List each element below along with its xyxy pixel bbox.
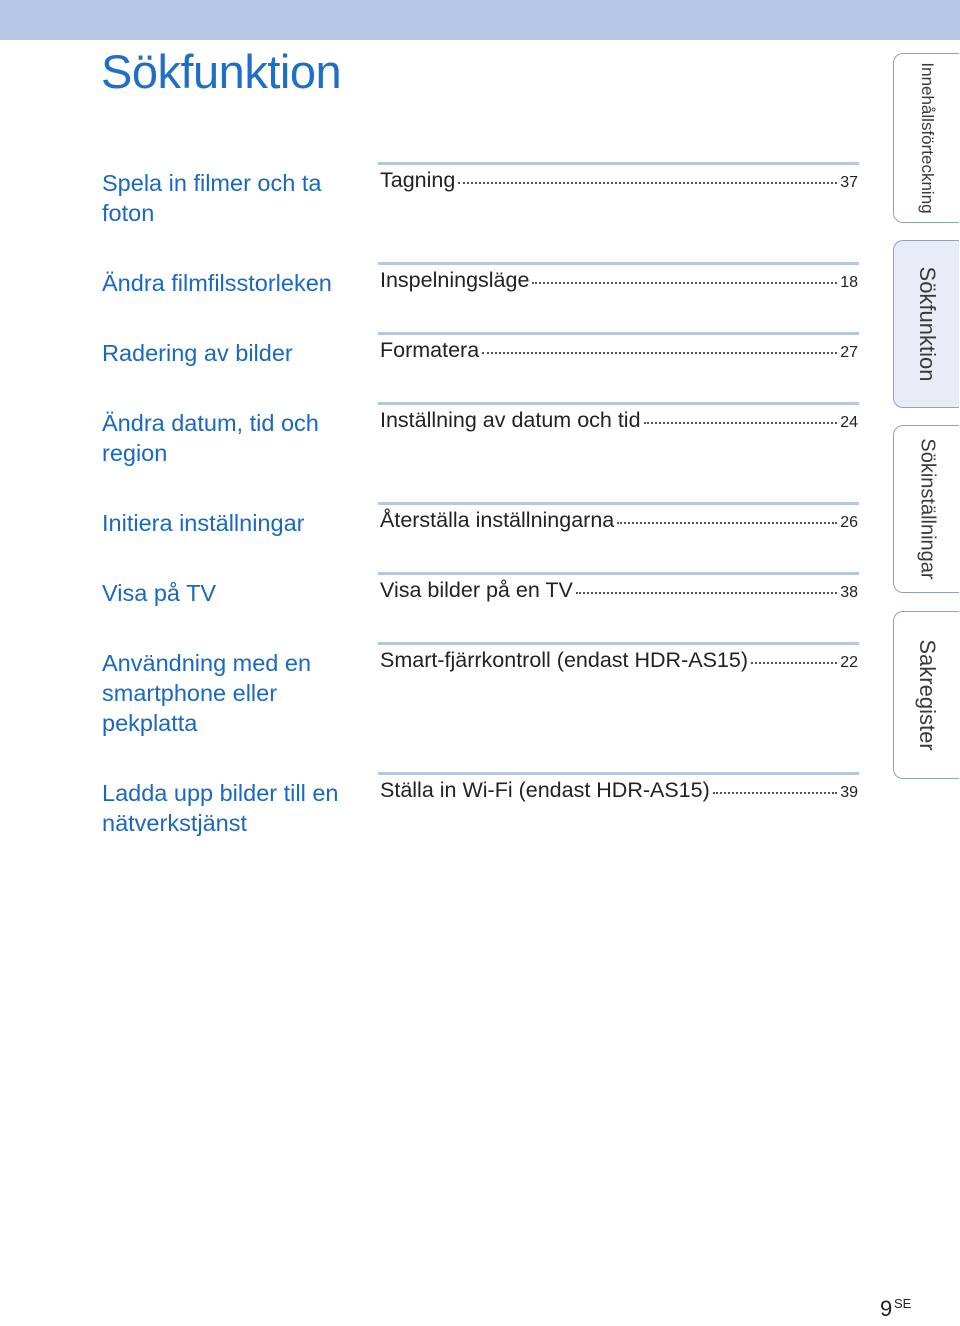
side-tab-label: Innehållsförteckning: [917, 62, 937, 214]
index-entry[interactable]: [380, 508, 858, 536]
topic-label: Radering av bilder: [102, 340, 293, 366]
topic-label: Ladda upp bilder till en nätverkstjänst: [102, 780, 339, 836]
row-divider: [378, 642, 859, 645]
topic-label: Användning med en smartphone eller pekplatta: [102, 650, 312, 736]
entry-label[interactable]: Visa bilder på en TV: [380, 578, 573, 602]
topic-label: Ändra filmfilsstorleken: [102, 270, 332, 296]
topic-label: Ändra datum, tid och region: [102, 410, 319, 466]
dot-leader: [751, 662, 837, 664]
dot-leader: [458, 182, 837, 184]
dot-leader: [576, 592, 837, 594]
index-entry[interactable]: [380, 338, 858, 366]
page-reference[interactable]: 26: [840, 514, 858, 531]
index-entry[interactable]: [380, 578, 858, 606]
index-entry[interactable]: [380, 168, 858, 196]
row-divider: [378, 402, 859, 405]
page-reference[interactable]: 39: [840, 784, 858, 801]
index-entry[interactable]: [380, 778, 858, 806]
entry-label[interactable]: Inspelningsläge: [380, 268, 530, 292]
page-reference[interactable]: 24: [840, 414, 858, 431]
page-title: Sökfunktion: [101, 45, 342, 98]
row-divider: [378, 162, 859, 165]
entry-label[interactable]: Formatera: [380, 338, 480, 362]
side-tab-label: Sökinställningar: [916, 438, 938, 580]
dot-leader: [617, 522, 837, 524]
row-divider: [378, 332, 859, 335]
topic-label: Initiera inställningar: [102, 510, 305, 536]
index-entry[interactable]: [380, 648, 858, 676]
page-reference[interactable]: 37: [840, 174, 858, 191]
entry-label[interactable]: Smart-fjärrkontroll (endast HDR-AS15): [380, 648, 748, 672]
dot-leader: [482, 352, 837, 354]
page-reference[interactable]: 38: [840, 584, 858, 601]
index-entry[interactable]: [380, 268, 858, 296]
page-reference[interactable]: 22: [840, 654, 858, 671]
row-divider: [378, 772, 859, 775]
topic-label: Spela in filmer och ta foton: [102, 170, 322, 226]
row-divider: [378, 262, 859, 265]
side-tab-sakregister[interactable]: [893, 611, 959, 779]
page-number-suffix: SE: [894, 1296, 912, 1311]
page-reference[interactable]: 18: [840, 274, 858, 291]
top-color-bar: [0, 0, 960, 40]
side-tab-sokinstallningar[interactable]: [893, 425, 959, 593]
row-divider: [378, 572, 859, 575]
topic-label: Visa på TV: [102, 580, 217, 606]
entry-label[interactable]: Inställning av datum och tid: [380, 408, 641, 432]
dot-leader: [532, 282, 837, 284]
index-entry[interactable]: [380, 408, 858, 436]
dot-leader: [713, 792, 837, 794]
page-reference[interactable]: 27: [840, 344, 858, 361]
dot-leader: [644, 422, 838, 424]
entry-label[interactable]: Ställa in Wi-Fi (endast HDR-AS15): [380, 778, 710, 802]
side-tab-sokfunktion[interactable]: [893, 240, 959, 408]
page-number: 9: [880, 1296, 893, 1321]
side-tab-innehallsforteckning[interactable]: [893, 53, 959, 223]
row-divider: [378, 502, 859, 505]
entry-label[interactable]: Tagning: [380, 168, 456, 192]
side-tab-label: Sakregister: [914, 639, 940, 751]
side-tab-label: Sökfunktion: [914, 266, 940, 382]
entry-label[interactable]: Återställa inställningarna: [380, 508, 615, 532]
